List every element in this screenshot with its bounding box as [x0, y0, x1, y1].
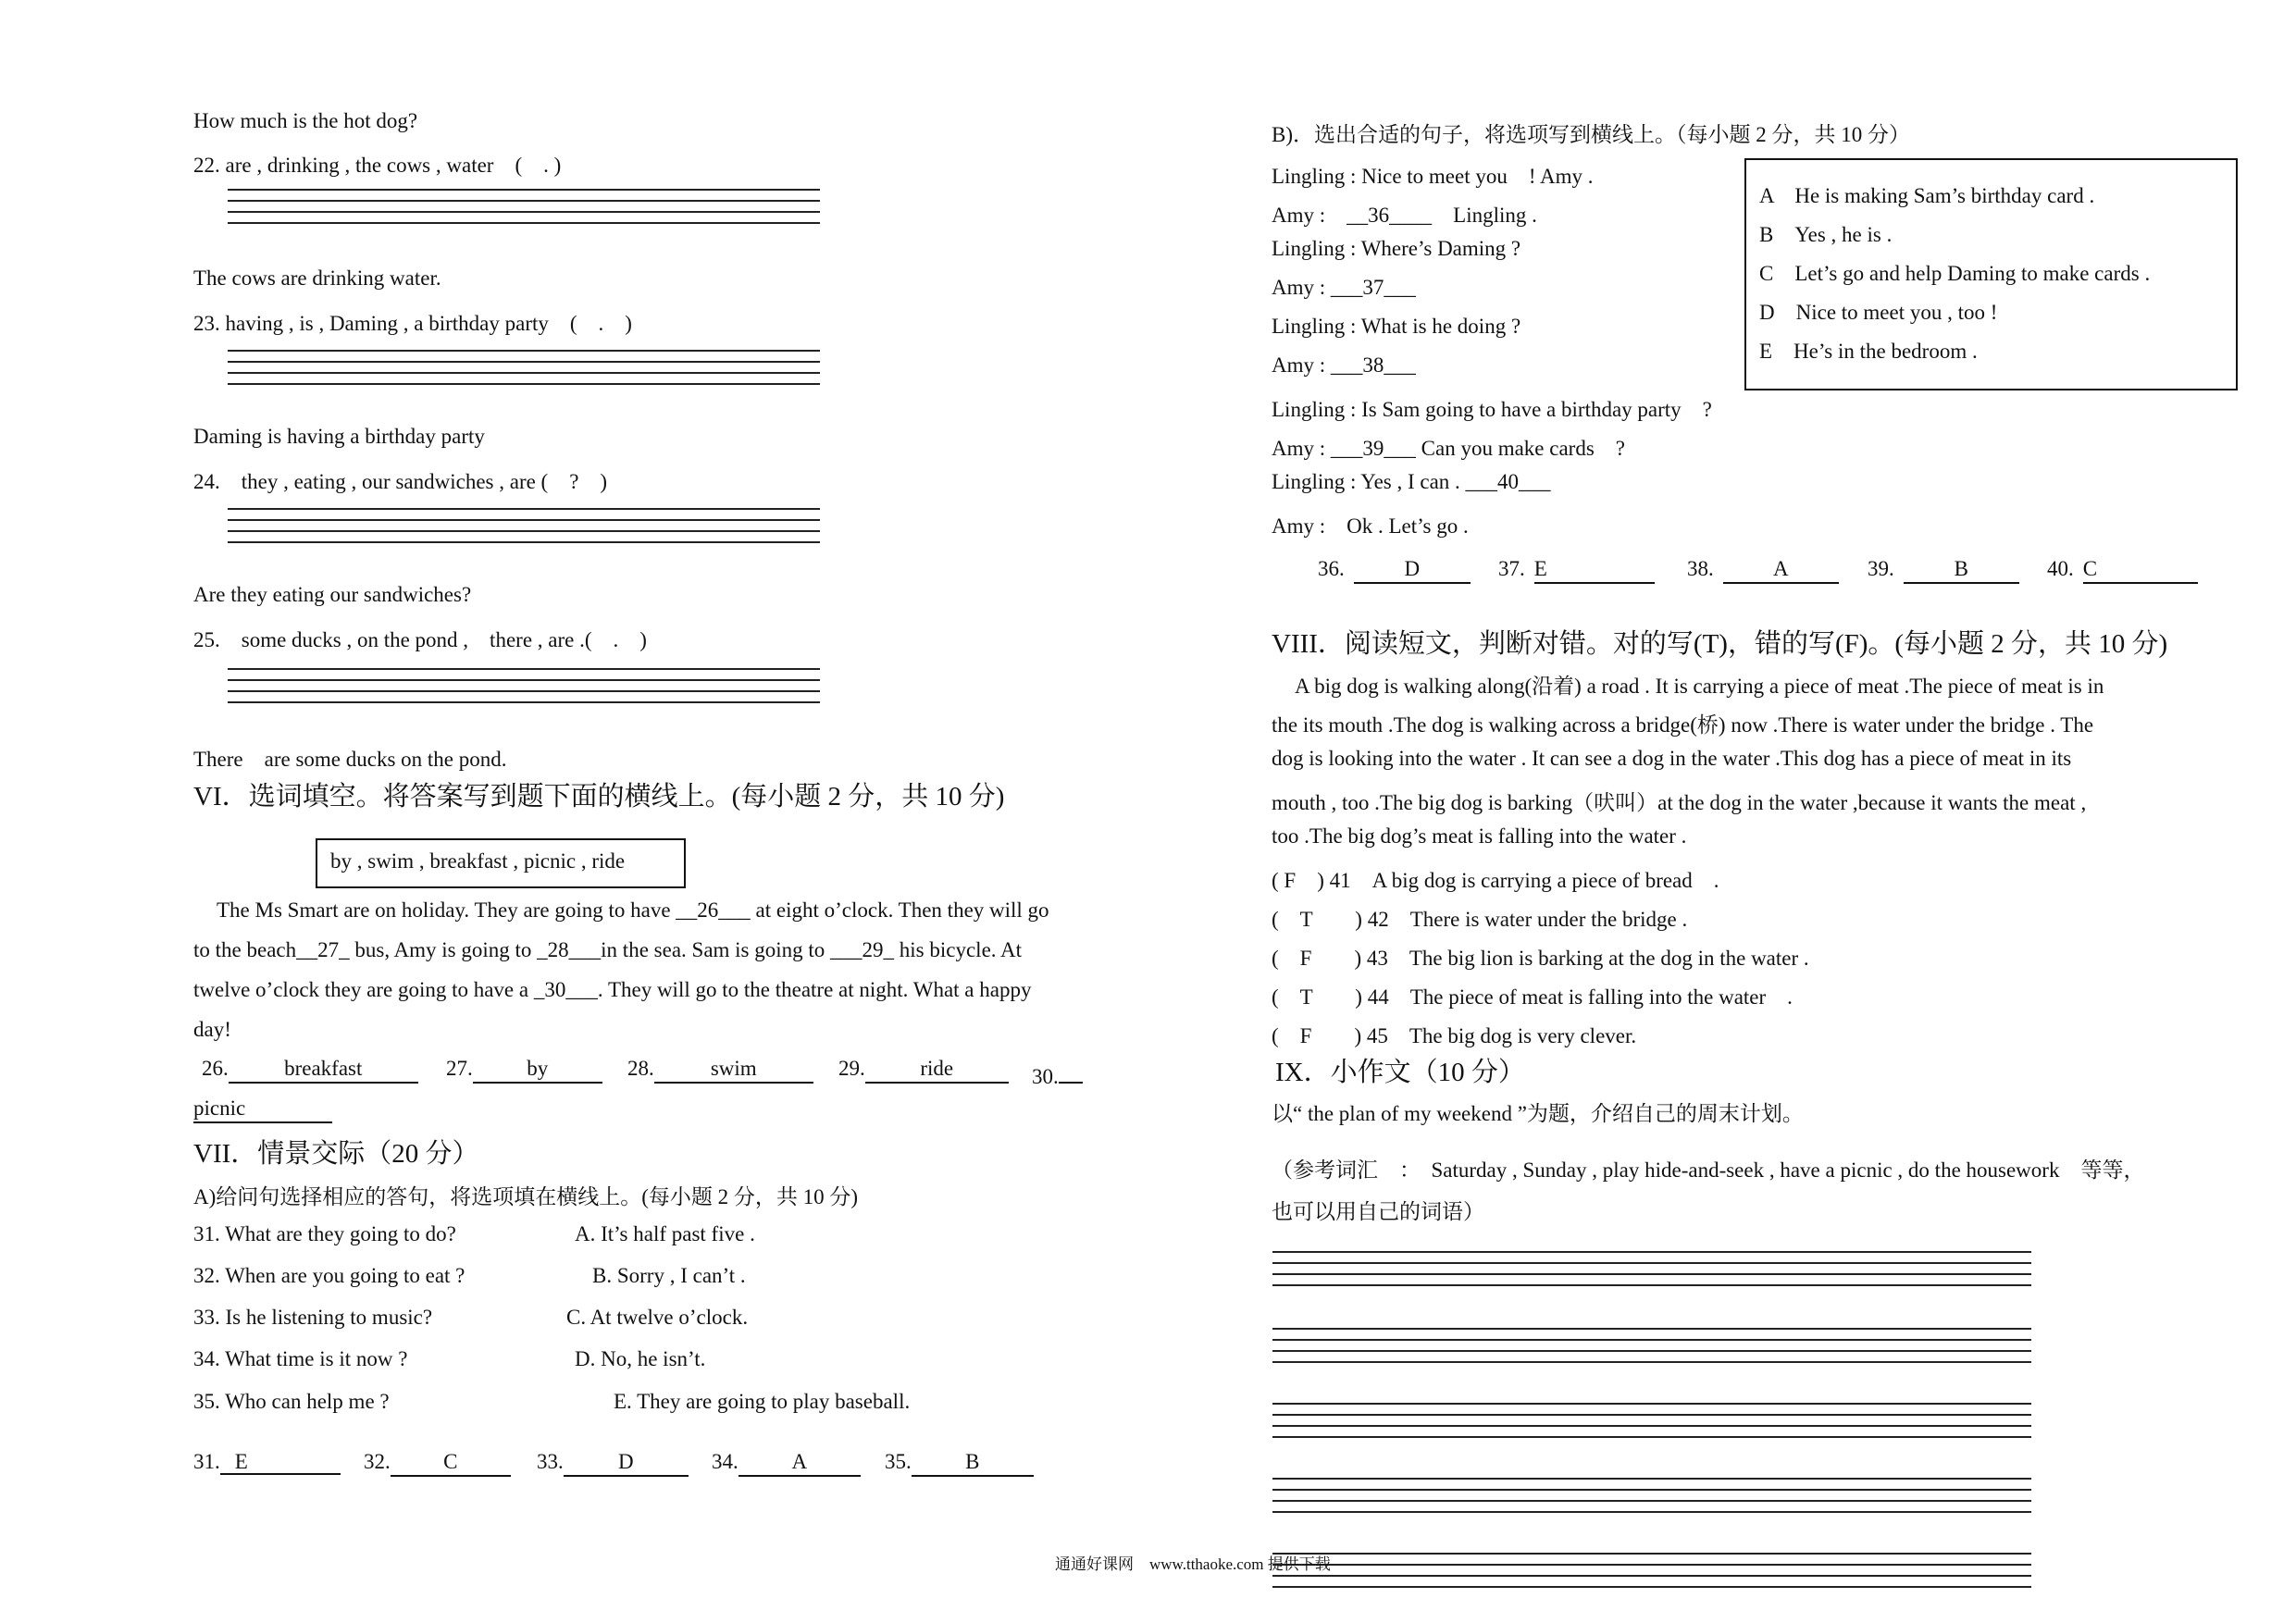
- judge-item-45: ( F ) 45 The big dog is very clever.: [1272, 1024, 1637, 1047]
- cloze-answer-num: 30.: [1032, 1065, 1059, 1088]
- match-answer-b: B. Sorry , I can’t .: [592, 1264, 746, 1287]
- answer-value: E: [220, 1449, 341, 1475]
- answer-num: 32.: [364, 1450, 391, 1473]
- cloze-answer-num: 27.: [446, 1057, 473, 1080]
- answer-25: There are some ducks on the pond.: [193, 748, 507, 771]
- answer-lines-25: [228, 668, 820, 703]
- answer-value: B: [1904, 556, 2019, 584]
- previous-answer: How much is the hot dog?: [193, 109, 418, 132]
- cloze-answer-26: [202, 1056, 418, 1084]
- match-answer-d: D. No, he isn’t.: [575, 1347, 706, 1370]
- dialog-line-3: Lingling : Where’s Daming ?: [1272, 237, 1521, 260]
- match-question-33: 33. Is he listening to music?: [193, 1306, 433, 1329]
- match-question-35: 35. Who can help me ?: [193, 1390, 390, 1413]
- judge-item-44: ( T ) 44 The piece of meat is falling into the water .: [1272, 985, 1793, 1009]
- answer-lines-24: [228, 508, 820, 543]
- answer-num: 31.: [193, 1450, 220, 1473]
- reading-line-5: too .The big dog’s meat is falling into the water .: [1272, 824, 1687, 848]
- answer-value: B: [912, 1449, 1034, 1477]
- cloze-answer-29: [838, 1056, 1009, 1084]
- option-d: D Nice to meet you , too !: [1759, 301, 1998, 324]
- cloze-answer-28: [627, 1056, 813, 1084]
- cloze-answer-value: [1059, 1056, 1083, 1084]
- answer-value: A: [1723, 556, 1839, 584]
- answer-num: 39.: [1868, 557, 1894, 580]
- match-answer-34: [712, 1449, 861, 1477]
- cloze-answer-27: [446, 1056, 602, 1084]
- cloze-answer-value: picnic: [193, 1096, 332, 1123]
- cloze-answer-value: swim: [654, 1056, 813, 1084]
- answer-lines-23: [228, 350, 820, 385]
- writing-lines-2: [1272, 1328, 2031, 1363]
- section-7b-title: B)．选出合适的句子，将选项写到横线上。（每小题 2 分，共 10 分）: [1272, 123, 1910, 146]
- reading-line-4: mouth , too .The big dog is barking（吠叫）at the dog in the water ,because it wants the meat ,: [1272, 791, 2087, 814]
- judge-item-43: ( F ) 43 The big lion is barking at the dog in the water .: [1272, 947, 1809, 970]
- question-23: 23. having , is , Daming , a birthday party ( . ): [193, 312, 632, 335]
- question-22: 22. are , drinking , the cows , water ( . ): [193, 154, 562, 177]
- answer-23: Daming is having a birthday party: [193, 425, 485, 448]
- dialog-line-2: Amy : __36____ Lingling .: [1272, 204, 1537, 227]
- options-box: [1744, 158, 2238, 390]
- dialog-line-6: Amy : ___38___: [1272, 353, 1416, 377]
- answer-num: 38.: [1687, 557, 1714, 580]
- judge-item-42: ( T ) 42 There is water under the bridge .: [1272, 908, 1688, 931]
- dialog-answer-36: [1318, 556, 1471, 584]
- answer-value: C: [391, 1449, 511, 1477]
- reading-line-1: A big dog is walking along(沿着) a road . It is carrying a piece of meat .The piece of meat is in: [1295, 675, 2104, 698]
- cloze-line-2: to the beach__27_ bus, Amy is going to _28___in the sea. Sam is going to ___29_ his bicycle. At: [193, 938, 1023, 961]
- word-bank-text: by , swim , breakfast , picnic , ride: [330, 849, 626, 873]
- dialog-line-9: Lingling : Yes , I can . ___40___: [1272, 470, 1551, 493]
- match-answer-33: [537, 1449, 689, 1477]
- option-b: B Yes , he is .: [1759, 223, 1893, 246]
- dialog-line-1: Lingling : Nice to meet you ! Amy .: [1272, 165, 1594, 188]
- dialog-answer-37: [1498, 556, 1655, 584]
- answer-value: D: [1354, 556, 1471, 584]
- answer-value: E: [1534, 556, 1655, 584]
- answer-num: 33.: [537, 1450, 564, 1473]
- dialog-line-7: Lingling : Is Sam going to have a birthday party ?: [1272, 398, 1712, 421]
- section-8-title: VIII．阅读短文，判断对错。对的写(T)，错的写(F)。(每小题 2 分，共 10 分): [1272, 629, 2168, 659]
- answer-24: Are they eating our sandwiches?: [193, 583, 472, 606]
- answer-22: The cows are drinking water.: [193, 266, 441, 290]
- answer-num: 37.: [1498, 557, 1525, 580]
- match-question-31: 31. What are they going to do?: [193, 1222, 456, 1245]
- dialog-line-4: Amy : ___37___: [1272, 276, 1416, 299]
- writing-lines-5: [1272, 1553, 2031, 1599]
- answer-num: 36.: [1318, 557, 1345, 580]
- reading-line-3: dog is looking into the water . It can see a dog in the water .This dog has a piece of meat in its: [1272, 747, 2072, 770]
- cloze-answer-num: 26.: [202, 1057, 229, 1080]
- writing-lines-3: [1272, 1403, 2031, 1438]
- composition-prompt: 以“ the plan of my weekend ”为题，介绍自己的周末计划。: [1272, 1102, 1804, 1125]
- cloze-answer-value: ride: [865, 1056, 1009, 1084]
- writing-lines-1: [1272, 1251, 2031, 1286]
- cloze-answer-30: [1032, 1056, 1083, 1089]
- answer-num: 40.: [2047, 557, 2074, 580]
- reading-line-2: the its mouth .The dog is walking across a bridge(桥) now .There is water under the bridge . The: [1272, 713, 2094, 737]
- cloze-line-3: twelve o’clock they are going to have a _30___. They will go to the theatre at night. What a happy: [193, 978, 1032, 1001]
- answer-value: A: [738, 1449, 861, 1477]
- answer-num: 34.: [712, 1450, 738, 1473]
- answer-value: C: [2083, 556, 2198, 584]
- option-c: C Let’s go and help Daming to make cards .: [1759, 262, 2151, 285]
- composition-hint-2: 也可以用自己的词语）: [1272, 1200, 1484, 1223]
- match-answer-32: [364, 1449, 511, 1477]
- cloze-answer-value: breakfast: [229, 1056, 418, 1084]
- match-question-32: 32. When are you going to eat ?: [193, 1264, 465, 1287]
- composition-hint-1: （参考词汇 ： Saturday , Sunday , play hide-and-seek , have a picnic , do the housework 等等，: [1272, 1158, 2145, 1182]
- cloze-answer-value: by: [473, 1056, 602, 1084]
- cloze-answer-num: 28.: [627, 1057, 654, 1080]
- cloze-line-1: The Ms Smart are on holiday. They are going to have __26___ at eight o’clock. Then they will go: [217, 898, 1049, 922]
- match-answer-e: E. They are going to play baseball.: [614, 1390, 911, 1413]
- section-7-title: VII．情景交际（20 分）: [193, 1139, 479, 1169]
- match-answer-a: A. It’s half past five .: [575, 1222, 755, 1245]
- cloze-line-4: day!: [193, 1018, 231, 1041]
- section-6-title: VI．选词填空。将答案写到题下面的横线上。(每小题 2 分，共 10 分): [193, 782, 1005, 812]
- match-answer-c: C. At twelve o’clock.: [566, 1306, 749, 1329]
- judge-item-41: ( F ) 41 A big dog is carrying a piece of bread .: [1272, 869, 1719, 892]
- dialog-answer-39: [1868, 556, 2019, 584]
- section-9-title: IX．小作文（10 分）: [1275, 1058, 1525, 1087]
- option-a: A He is making Sam’s birthday card .: [1759, 184, 2095, 207]
- dialog-line-8: Amy : ___39___ Can you make cards ?: [1272, 437, 1625, 460]
- match-answer-31: [193, 1449, 341, 1475]
- word-bank-box: [316, 838, 686, 888]
- dialog-answer-38: [1687, 556, 1839, 584]
- match-answer-35: [885, 1449, 1034, 1477]
- footer-source: 通通好课网 www.tthaoke.com 提供下载: [1055, 1555, 1331, 1573]
- answer-lines-22: [228, 189, 820, 224]
- match-question-34: 34. What time is it now ?: [193, 1347, 408, 1370]
- dialog-line-5: Lingling : What is he doing ?: [1272, 315, 1521, 338]
- answer-num: 35.: [885, 1450, 912, 1473]
- answer-value: D: [564, 1449, 689, 1477]
- section-7a-title: A)给问句选择相应的答句，将选项填在横线上。(每小题 2 分，共 10 分): [193, 1185, 859, 1208]
- writing-lines-4: [1272, 1478, 2031, 1513]
- question-25: 25. some ducks , on the pond , there , are .( . ): [193, 628, 647, 651]
- option-e: E He’s in the bedroom .: [1759, 340, 1978, 363]
- cloze-answer-num: 29.: [838, 1057, 865, 1080]
- question-24: 24. they , eating , our sandwiches , are ( ? ): [193, 470, 608, 493]
- dialog-answer-40: [2047, 556, 2198, 584]
- dialog-line-10: Amy : Ok . Let’s go .: [1272, 514, 1469, 538]
- cloze-answer-30-cont: [193, 1096, 332, 1123]
